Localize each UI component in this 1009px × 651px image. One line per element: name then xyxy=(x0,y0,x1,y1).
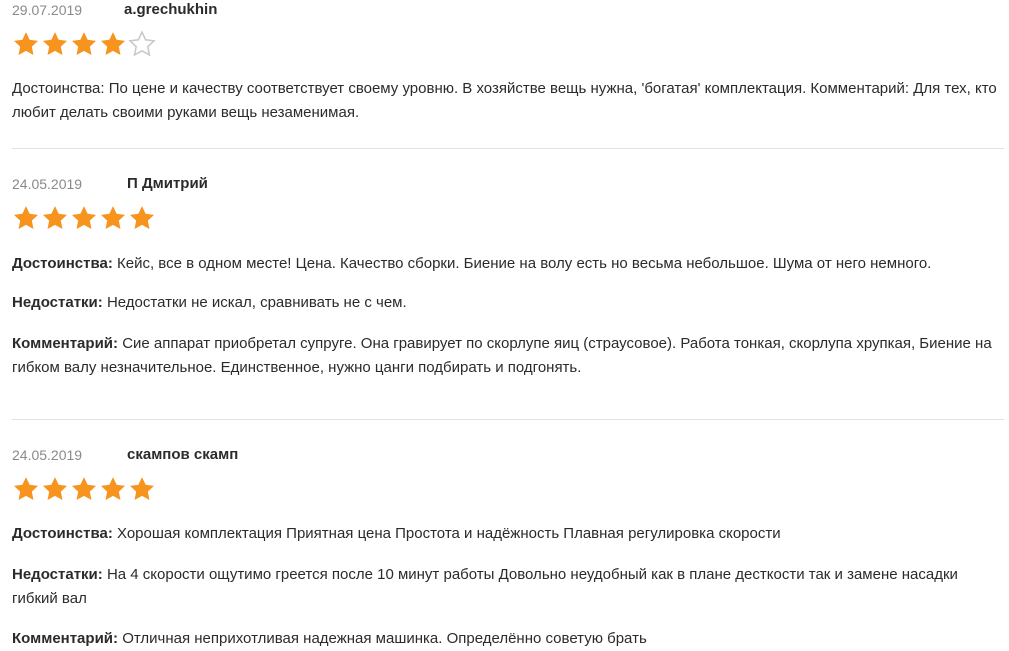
review-author: П Дмитрий xyxy=(127,175,208,192)
pros-text: Хорошая комплектация Приятная цена Простота и надёжность Плавная регулировка скорости xyxy=(117,525,781,542)
review-cons xyxy=(12,563,1004,610)
star-filled-icon xyxy=(70,204,98,232)
review-pros xyxy=(12,252,1004,276)
review-item xyxy=(12,0,1004,121)
star-filled-icon xyxy=(128,204,156,232)
pros-label: Достоинства: xyxy=(12,525,113,542)
review-header xyxy=(12,445,1004,467)
cons-text: Недостатки не искал, сравнивать не с чем. xyxy=(106,294,407,311)
star-filled-icon xyxy=(70,30,98,58)
review-item xyxy=(12,445,1004,647)
comment-label: Комментарий: xyxy=(12,335,119,352)
review-author: a.grechukhin xyxy=(124,1,218,18)
review-comment xyxy=(12,627,1004,651)
review-pros xyxy=(12,522,1004,546)
star-filled-icon xyxy=(12,204,40,232)
star-filled-icon xyxy=(41,475,69,503)
pros-text: Кейс, все в одном месте! Цена. Качество сборки. Биение на волу есть но весьма небольшое. Шума от него немного. xyxy=(117,255,932,272)
cons-text: На 4 скорости ощутимо греется после 10 минут работы Довольно неудобный как в плане десткости так и замене насадки гибкий вал xyxy=(12,566,958,607)
star-rating xyxy=(12,475,156,503)
star-filled-icon xyxy=(99,30,127,58)
star-filled-icon xyxy=(41,30,69,58)
star-filled-icon xyxy=(99,475,127,503)
review-comment xyxy=(12,332,1004,379)
star-filled-icon xyxy=(12,475,40,503)
review-date: 24.05.2019 xyxy=(12,447,83,463)
star-rating xyxy=(12,30,156,58)
review-header xyxy=(12,0,1004,22)
review-text: Достоинства: По цене и качеству соответствует своему уровню. В хозяйстве вещь нужна, 'богатая' комплектация. Комментарий: Для тех, кто любит делать своими руками вещь незаменимая. xyxy=(12,80,997,121)
divider xyxy=(12,419,1004,420)
cons-label: Недостатки: xyxy=(12,294,103,311)
review-cons xyxy=(12,291,1004,315)
star-filled-icon xyxy=(128,475,156,503)
comment-text: Сие аппарат приобретал супруге. Она гравирует по скорлупе яиц (страусовое). Работа тонкая, скорлупа хрупкая, Биение на гибком валу незначительное. Единственное, нужно цанги подбирать и подгонять. xyxy=(12,335,992,376)
star-filled-icon xyxy=(41,204,69,232)
comment-label: Комментарий: xyxy=(12,630,119,647)
review-date: 24.05.2019 xyxy=(12,176,83,192)
review-item xyxy=(12,174,1004,376)
star-filled-icon xyxy=(70,475,98,503)
review-author: скампов скамп xyxy=(127,446,239,463)
review-date: 29.07.2019 xyxy=(12,2,83,18)
star-rating xyxy=(12,204,156,232)
cons-label: Недостатки: xyxy=(12,566,103,583)
review-header xyxy=(12,174,1004,196)
pros-label: Достоинства: xyxy=(12,255,113,272)
divider xyxy=(12,148,1004,149)
star-empty-icon xyxy=(128,30,156,58)
star-filled-icon xyxy=(99,204,127,232)
star-filled-icon xyxy=(12,30,40,58)
comment-text: Отличная неприхотливая надежная машинка. Определённо советую брать xyxy=(122,630,647,647)
